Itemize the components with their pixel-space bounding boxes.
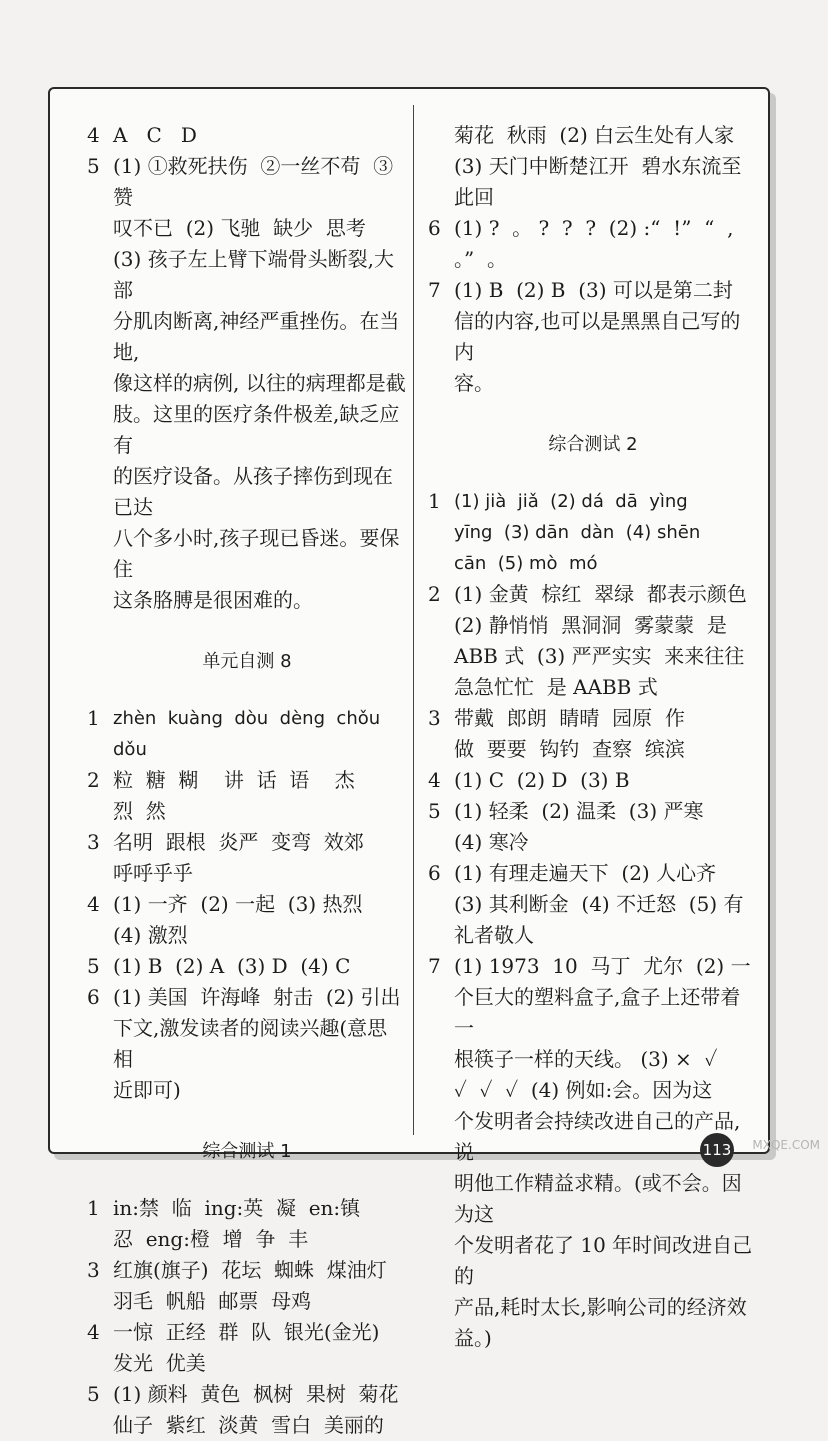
answer-line: 近即可): [113, 1078, 181, 1102]
answer-line: (1) ? 。 ? ? ? (2) :“ !” “ ,: [454, 216, 734, 240]
answer-line: (1) 1973 10 马丁 尤尔 (2) 一: [454, 954, 751, 978]
item-number: 5: [428, 799, 441, 823]
answer-item: [428, 120, 758, 213]
answer-line: ABB 式 (3) 严严实实 来来往往: [454, 644, 745, 668]
answer-line: (1) 轻柔 (2) 温柔 (3) 严寒: [454, 799, 704, 823]
answer-line: (1) 有理走遍天下 (2) 人心齐: [454, 861, 717, 885]
section-heading: 综合测试 2: [548, 434, 638, 455]
answer-line: 分肌肉断离,神经严重挫伤。在当地,: [113, 309, 400, 364]
item-number: 3: [87, 830, 100, 854]
item-number: 4: [87, 892, 100, 916]
answer-item: [87, 151, 407, 616]
item-number: 6: [428, 216, 441, 240]
answer-line: (4) 寒冷: [454, 830, 529, 854]
answer-line: 信的内容,也可以是黑黑自己写的内: [454, 309, 741, 364]
answer-item: [428, 765, 758, 796]
item-number: 7: [428, 278, 441, 302]
answer-line: cān (5) mò mó: [454, 553, 598, 574]
answer-line: 礼者敬人: [454, 923, 534, 947]
answer-item: [87, 889, 407, 951]
answer-line: 产品,耗时太长,影响公司的经济效: [454, 1295, 747, 1319]
answer-line: 容。: [454, 371, 494, 395]
answer-line: 名明 跟根 炎严 变弯 效郊: [113, 830, 364, 854]
answer-line: (1) 美国 许海峰 射击 (2) 引出: [113, 985, 401, 1009]
answer-item: [87, 951, 407, 982]
item-number: 6: [87, 985, 100, 1009]
item-number: 6: [428, 861, 441, 885]
answer-line: 做 要要 钩钓 查察 缤滨: [454, 737, 685, 761]
answer-line: 仙子 紫红 淡黄 雪白 美丽的: [113, 1413, 384, 1437]
answer-line: (2) 静悄悄 黑洞洞 雾蒙蒙 是: [454, 613, 727, 637]
item-number: 5: [87, 1382, 100, 1406]
answer-line: 肢。这里的医疗条件极差,缺乏应有: [113, 402, 400, 457]
answer-line: 菊花 秋雨 (2) 白云生处有人家: [454, 123, 735, 147]
answer-item: [87, 765, 407, 827]
answer-line: (3) 天门中断楚江开 碧水东流至: [454, 154, 742, 178]
answer-line: 红旗(旗子) 花坛 蜘蛛 煤油灯: [113, 1258, 387, 1282]
item-number: 3: [428, 706, 441, 730]
answer-item: [87, 1193, 407, 1255]
answer-line: (3) 孩子左上臂下端骨头断裂,大部: [113, 247, 395, 302]
answer-item: [428, 486, 758, 579]
answer-line: 个发明者会持续改进自己的产品,说: [454, 1109, 741, 1164]
item-number: 4: [87, 1320, 100, 1344]
answer-line: 。” 。: [454, 247, 507, 271]
answer-line: 个发明者花了 10 年时间改进自己的: [454, 1233, 753, 1288]
answer-line: (3) 其利断金 (4) 不迁怒 (5) 有: [454, 892, 744, 916]
section-heading: 综合测试 1: [202, 1141, 292, 1162]
answer-line: (1) B (2) A (3) D (4) C: [113, 954, 351, 978]
answer-line: 根筷子一样的天线。 (3) × ✓: [454, 1047, 718, 1071]
item-number: 1: [87, 1196, 100, 1220]
answer-item: [87, 1317, 407, 1379]
answer-line: (1) ①救死扶伤 ②一丝不苟 ③赞: [113, 154, 394, 209]
answer-line: 这条胳膊是很困难的。: [113, 588, 313, 612]
answer-item: [87, 703, 407, 765]
answer-line: 个巨大的塑料盒子,盒子上还带着一: [454, 985, 741, 1040]
answer-line: zhèn kuàng dòu dèng chǒu: [113, 708, 381, 729]
answer-line: 发光 优美: [113, 1351, 206, 1375]
answer-item: [87, 1379, 407, 1441]
answer-line: (1) 金黄 棕红 翠绿 都表示颜色: [454, 582, 747, 606]
right-column: [428, 120, 758, 1354]
answer-line: A C D: [113, 123, 197, 147]
column-divider: [413, 105, 414, 1135]
page-number-badge: 113: [700, 1133, 734, 1167]
item-number: 5: [87, 154, 100, 178]
section-heading: 单元自测 8: [202, 651, 292, 672]
answer-line: 下文,激发读者的阅读兴趣(意思相: [113, 1016, 388, 1071]
answer-item: [87, 827, 407, 889]
answer-line: 羽毛 帆船 邮票 母鸡: [113, 1289, 312, 1313]
item-number: 4: [428, 768, 441, 792]
answer-line: 益。): [454, 1326, 492, 1350]
answer-line: 粒 糖 糊 讲 话 语 杰: [113, 768, 355, 792]
answer-item: [428, 796, 758, 858]
answer-line: 呼呼乎乎: [113, 861, 193, 885]
answer-line: (1) 颜料 黄色 枫树 果树 菊花: [113, 1382, 399, 1406]
item-number: 5: [87, 954, 100, 978]
answer-line: 像这样的病例, 以往的病理都是截: [113, 371, 406, 395]
watermark: MXQE.COM: [752, 1138, 820, 1152]
answer-line: 此回: [454, 185, 494, 209]
item-number: 7: [428, 954, 441, 978]
item-number: 3: [87, 1258, 100, 1282]
item-number: 1: [87, 706, 100, 730]
answer-item: [428, 579, 758, 703]
answer-line: (1) C (2) D (3) B: [454, 768, 630, 792]
answer-line: 的医疗设备。从孩子摔伤到现在已达: [113, 464, 393, 519]
answer-line: 一惊 正经 群 队 银光(金光): [113, 1320, 380, 1344]
answer-line: 带戴 郎朗 睛晴 园原 作: [454, 706, 685, 730]
answer-item: [428, 858, 758, 951]
answer-line: dǒu: [113, 739, 147, 760]
answer-item: [87, 1255, 407, 1317]
answer-line: 叹不已 (2) 飞驰 缺少 思考: [113, 216, 366, 240]
answer-line: 明他工作精益求精。(或不会。因为这: [454, 1171, 742, 1226]
answer-item: [428, 703, 758, 765]
answer-line: yīng (3) dān dàn (4) shēn: [454, 522, 701, 543]
item-number: 1: [428, 489, 441, 513]
answer-line: 烈 然: [113, 799, 166, 823]
answer-line: (1) 一齐 (2) 一起 (3) 热烈: [113, 892, 363, 916]
answer-line: 八个多小时,孩子现已昏迷。要保住: [113, 526, 400, 581]
answer-item: [428, 275, 758, 399]
answer-item: [87, 120, 407, 151]
answer-line: (1) B (2) B (3) 可以是第二封: [454, 278, 733, 302]
left-column: [87, 120, 407, 1441]
item-number: 4: [87, 123, 100, 147]
answer-line: in:禁 临 ing:英 凝 en:镇: [113, 1196, 361, 1220]
item-number: 2: [428, 582, 441, 606]
answer-line: 忍 eng:橙 增 争 丰: [113, 1227, 309, 1251]
answer-item: [87, 982, 407, 1106]
answer-line: ✓ ✓ ✓ (4) 例如:会。因为这: [454, 1078, 713, 1102]
answer-item: [428, 213, 758, 275]
answer-line: (1) jià jiǎ (2) dá dā yìng: [454, 491, 688, 512]
item-number: 2: [87, 768, 100, 792]
answer-line: 急急忙忙 是 AABB 式: [454, 675, 658, 699]
answer-line: (4) 激烈: [113, 923, 188, 947]
